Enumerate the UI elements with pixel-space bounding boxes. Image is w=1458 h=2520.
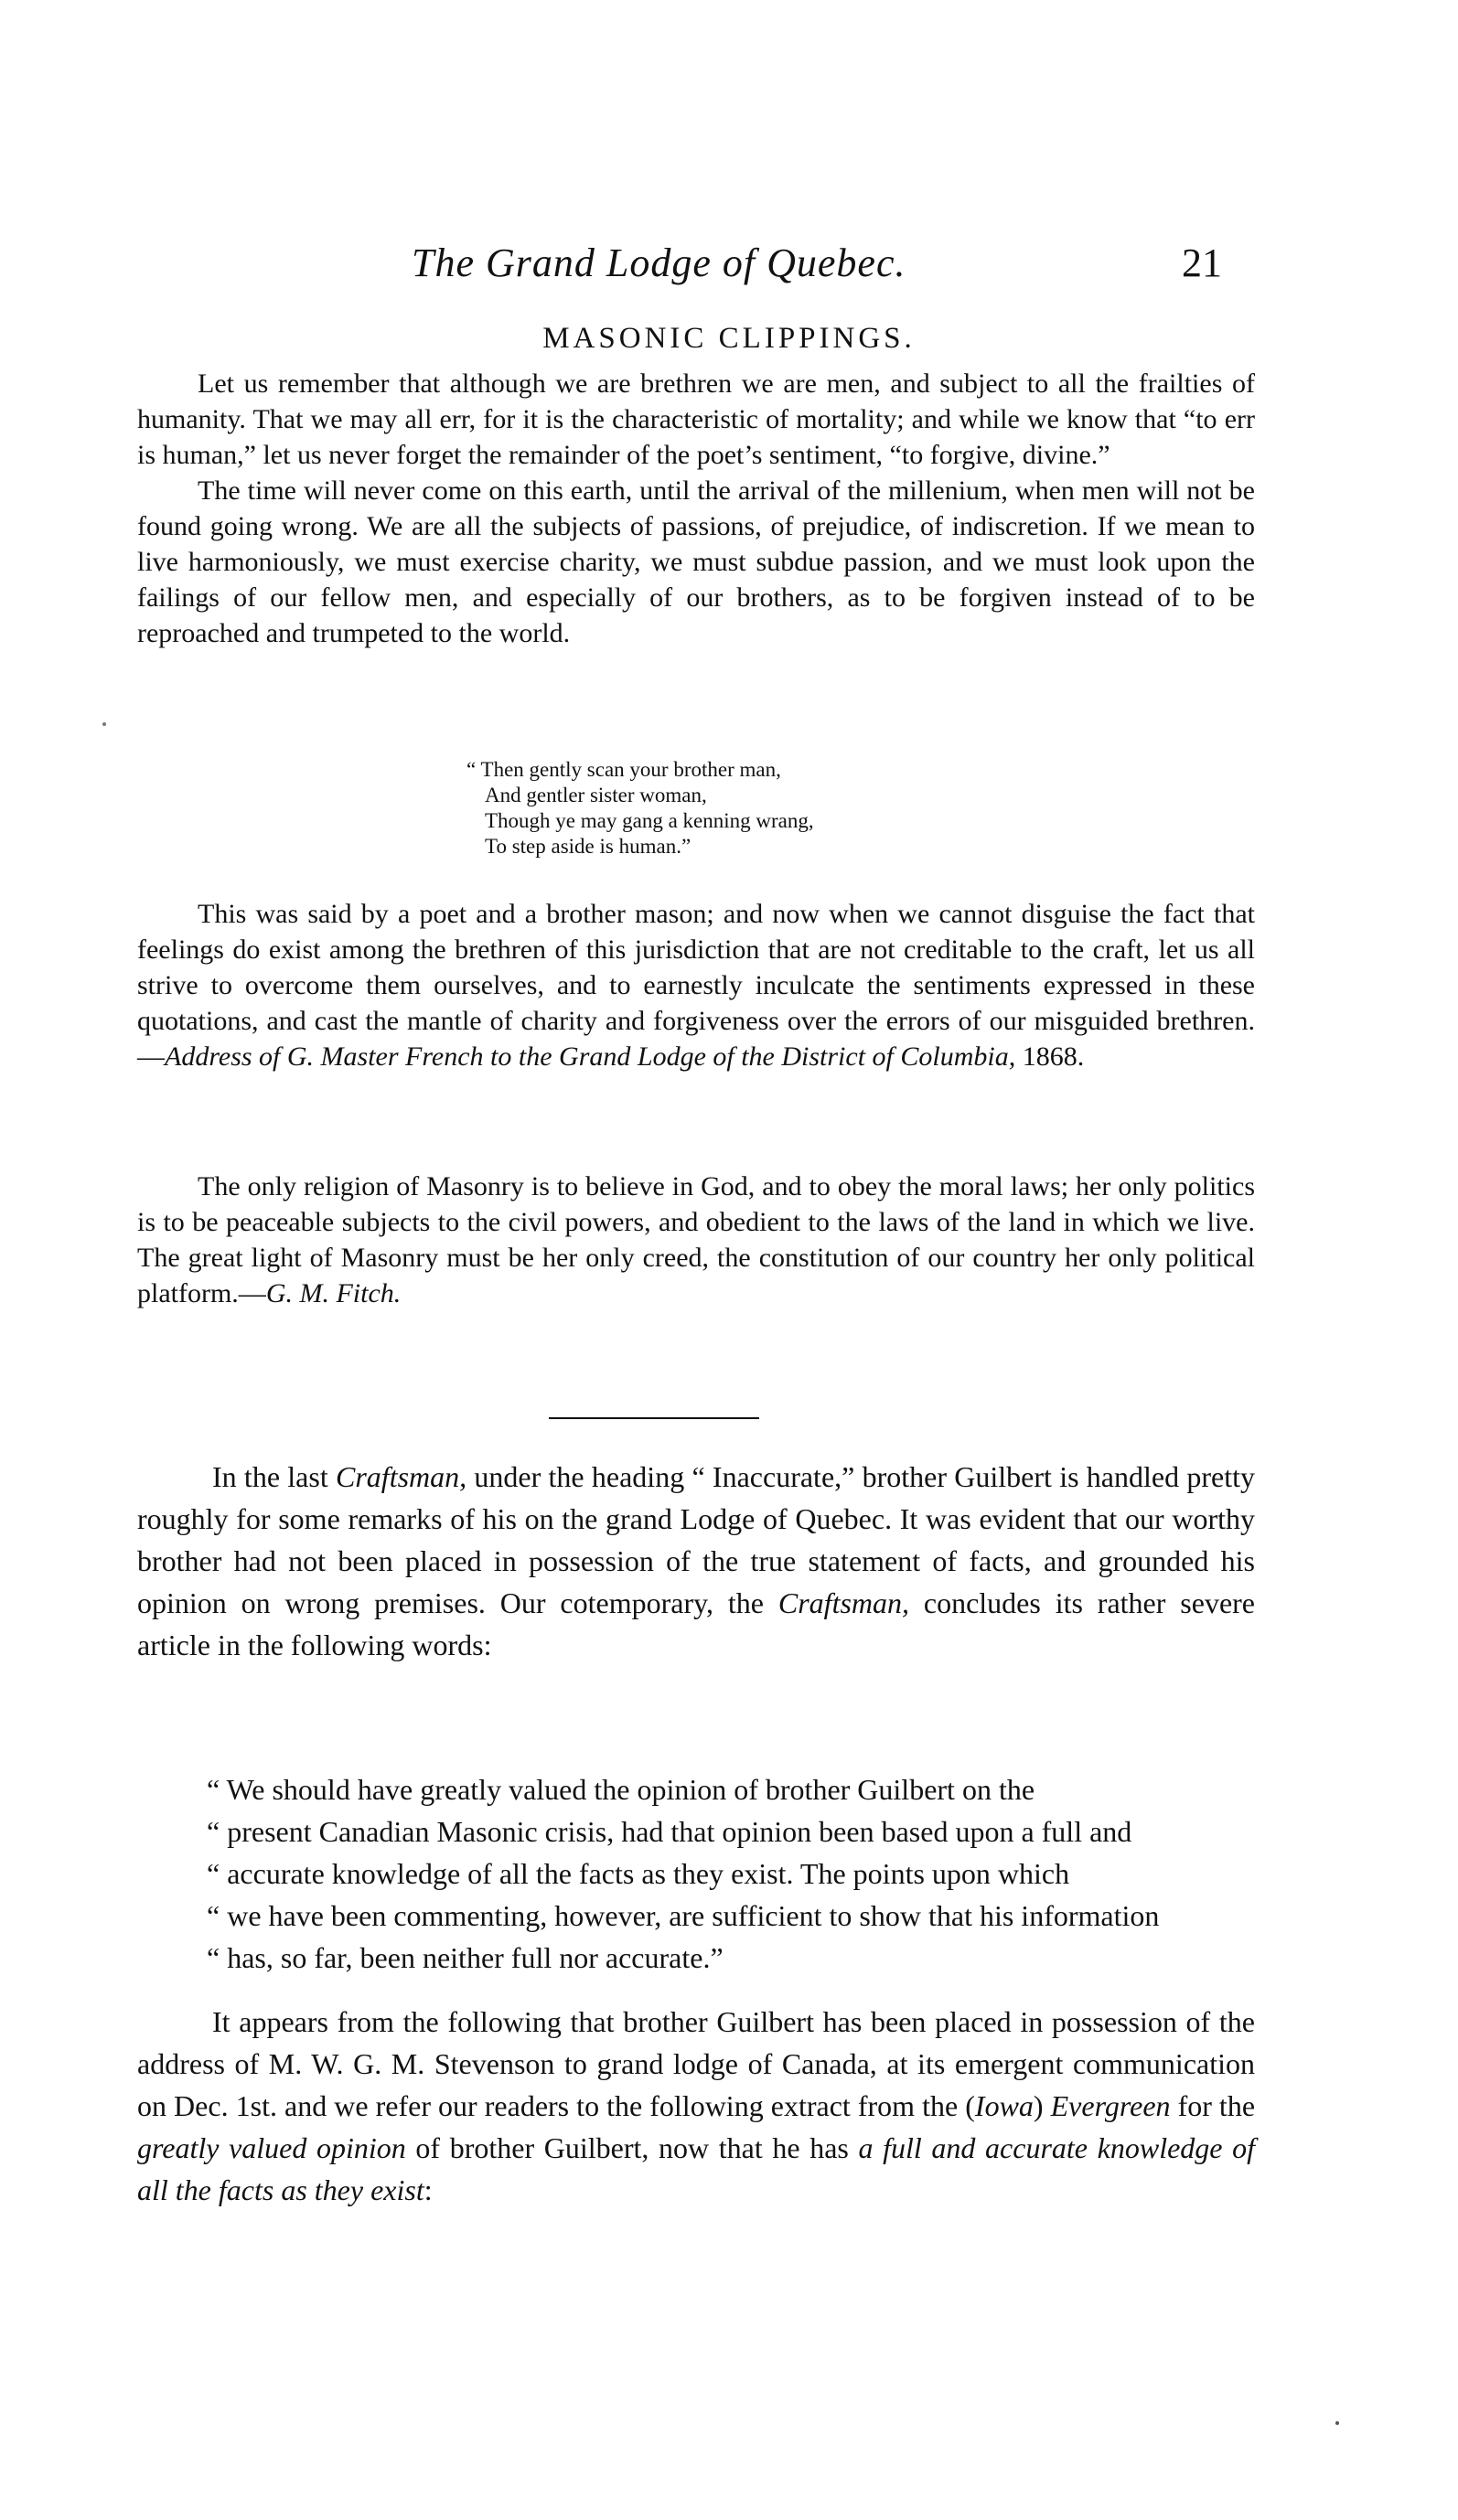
running-title: The Grand Lodge of Quebec. [412,240,906,285]
attribution: G. M. Fitch. [265,1278,402,1308]
paragraph [137,1169,1255,1311]
quote-line: “ accurate knowledge of all the facts as they exist. The points upon which [207,1857,1070,1890]
article-paragraph-1 [137,1456,1255,1666]
article-paragraph-2 [137,2001,1255,2211]
text-run: for the [1170,2089,1256,2122]
poem-quotation [466,757,814,860]
text-run: It appears from the following that brother Guilbert has been placed in possession of the address of M. W. G. M. Stevenson to grand lodge of Canada, at its emergent communication on Dec. 1st. and we refer our readers to the following extract from the ( [137,2005,1255,2122]
clipping-fitch [137,1169,1255,1311]
periodical-title: Evergreen [1050,2089,1171,2122]
paragraph [137,1456,1255,1666]
poem-line: Though ye may gang a kenning wrang, [485,809,814,832]
text-run: of brother Guilbert, now that he has [405,2131,859,2164]
clipping-french-address [137,896,1255,1074]
quote-line: “ We should have greatly valued the opinion of brother Guilbert on the [207,1773,1035,1806]
paragraph [137,2001,1255,2211]
periodical-title: Craftsman, [777,1586,910,1619]
emphasis: greatly valued opinion [137,2131,406,2164]
poem-line: And gentler sister woman, [485,784,707,806]
place-name: Iowa [974,2089,1034,2122]
page-number: 21 [1182,240,1222,285]
running-head [0,240,1458,294]
paragraph [137,896,1255,1074]
paragraph-text: The only religion of Masonry is to believe in God, and to obey the moral laws; her only politics is to be peaceable subjects to the civil powers, and obedient to the laws of the land in which we live. The great light of Masonry must be her only creed, the constitution of our country her only political platform.— [137,1171,1255,1308]
text-run: concludes its rather severe article in the following words: [137,1586,1256,1661]
quote-line: “ has, so far, been neither full nor accurate.” [207,1941,724,1974]
stray-mark [1335,2421,1339,2425]
paragraph: Let us remember that although we are brethren we are men, and subject to all the frailties of humanity. That we may all err, for it is the characteristic of mortality; and while we know that “to err is human,” let us never forget the remainder of the poet’s sentiment, “to forgive, divine.” [137,368,1255,470]
emphasis: a full and accurate knowledge of all the facts as they exist [137,2131,1256,2206]
section-title: MASONIC CLIPPINGS. [542,322,916,355]
quote-line: “ present Canadian Masonic crisis, had that opinion been based upon a full and [207,1815,1132,1848]
poem-line: “ Then gently scan your brother man, [466,758,781,781]
section-divider [549,1417,759,1419]
quote-line: “ we have been commenting, however, are sufficient to show that his information [207,1899,1160,1932]
attribution-year: 1868. [1015,1041,1085,1072]
attribution: Address of G. Master French to the Grand Lodge of the District of Columbia, [165,1041,1016,1072]
paragraph: The time will never come on this earth, until the arrival of the millenium, when men will not be found going wrong. We are all the subjects of passions, of prejudice, of indiscretion. If we mean to live harmoniously, we must exercise charity, we must subdue passion, and we must look upon the failings of our fellow men, and especially of our brothers, as to be forgiven instead of to be reproached and trumpeted to the world. [137,475,1255,648]
text-run: under the heading “ Inaccurate,” brother Guilbert is handled pretty roughly for some remarks of his on the grand Lodge of Quebec. It was evident that our worthy brother had not been placed in possession of the true statement of facts, and grounded his opinion on wrong premises. Our cotemporary, the [137,1460,1256,1619]
block-quotation [207,1768,1255,1979]
clipping-forgiveness [137,366,1255,651]
text-run: In the last [212,1460,336,1493]
poem-line: To step aside is human.” [485,835,691,858]
text-run: : [423,2173,433,2206]
text-run: ) [1033,2089,1051,2122]
stray-mark [102,722,106,726]
periodical-title: Craftsman, [336,1460,467,1493]
paragraph-text: This was said by a poet and a brother mason; and now when we cannot disguise the fact that feelings do exist among the brethren of this jurisdiction that are not creditable to the craft, let us all strive to overcome them ourselves, and to earnestly inculcate the sentiments expressed in these quotations, and cast the mantle of charity and forgiveness over the errors of our misguided brethren.— [137,899,1255,1072]
